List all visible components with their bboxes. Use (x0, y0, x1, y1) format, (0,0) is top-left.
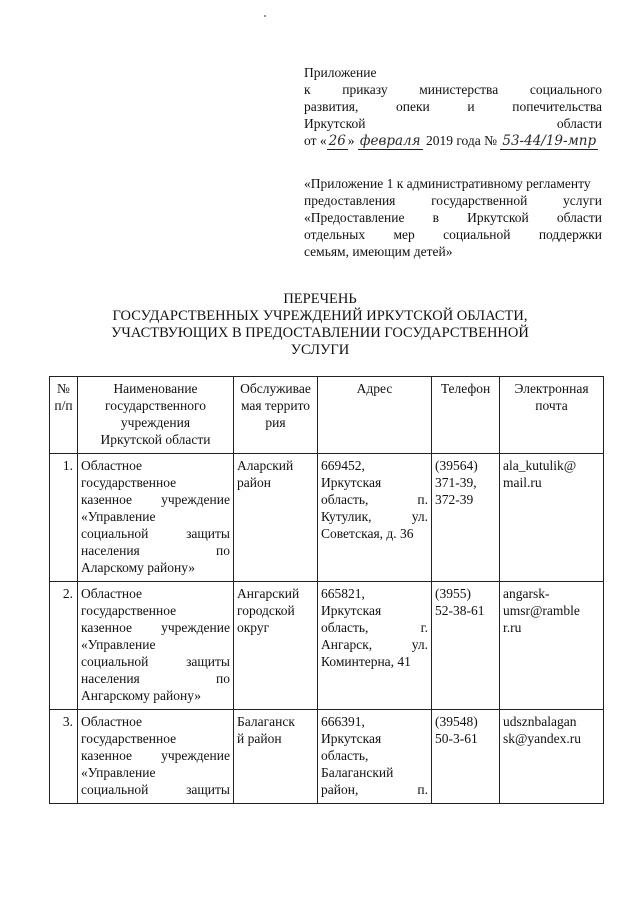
header-text: Адрес (356, 381, 393, 396)
header-text: государственного (105, 398, 206, 413)
cell-line: Областное (81, 458, 143, 473)
cell-line: Иркутская (321, 475, 382, 490)
cell-line: й район (237, 731, 282, 746)
appendix-line-4 (304, 115, 602, 132)
handwritten-order-number: 53-44/19-мпр (502, 133, 597, 149)
cell-line: казенное учреждение (81, 492, 230, 507)
document-title (110, 291, 530, 359)
cell-territory (234, 710, 318, 804)
cell-phone (432, 710, 500, 804)
cell-line: Ангарскому району» (81, 688, 202, 703)
cell-line: городской (237, 603, 295, 618)
word: Иркутской (467, 210, 529, 225)
appendix-1-header (304, 175, 602, 260)
header-text: мая террито (240, 398, 311, 413)
appendix-order-date (304, 132, 602, 150)
title-line: ПЕРЕЧЕНЬ (283, 291, 357, 307)
cell-line: Ангарск, ул. (321, 637, 428, 652)
table-header-row (50, 377, 604, 454)
cell-line: казенное учреждение (81, 620, 230, 635)
cell-line: umsr@ramble (503, 603, 580, 618)
word: мер (393, 227, 415, 242)
cell-line: область, п. (321, 492, 428, 507)
word: услуги (563, 193, 603, 208)
cell-line: Балаганский (321, 765, 394, 780)
word: к (304, 82, 311, 97)
cell-line: государственное (81, 475, 177, 490)
appendix-1-line-5 (304, 226, 602, 243)
cell-line: Коминтерна, 41 (321, 654, 411, 669)
date-year: 2019 года № (422, 133, 501, 148)
header-email (500, 377, 604, 454)
cell-line: государственное (81, 603, 177, 618)
appendix-header (304, 64, 602, 150)
cell-name (78, 582, 234, 710)
cell-line: r.ru (503, 620, 522, 635)
date-prefix: от « (304, 133, 327, 148)
cell-line: Аларский (237, 458, 294, 473)
header-num (50, 377, 78, 454)
cell-line: 665821, (321, 586, 365, 601)
cell-line: Иркутская (321, 603, 382, 618)
cell-line: казенное учреждение (81, 748, 230, 763)
cell-line: область, г. (321, 620, 428, 635)
header-phone (432, 377, 500, 454)
cell-line: (3955) (435, 586, 471, 601)
cell-line: 371-39, (435, 475, 477, 490)
cell-line: 669452, (321, 458, 365, 473)
word: предоставления (304, 193, 396, 208)
header-address (318, 377, 432, 454)
appendix-1-line-4 (304, 209, 602, 226)
word: социальной (443, 227, 511, 242)
cell-line: Кутулик, ул. (321, 509, 428, 524)
word: Иркутской (304, 116, 366, 131)
cell-line: 666391, (321, 714, 365, 729)
cell-name (78, 710, 234, 804)
cell-line: angarsk- (503, 586, 550, 601)
cell-line: округ (237, 620, 270, 635)
appendix-title: Приложение (304, 65, 377, 80)
cell-line: Иркутская (321, 731, 382, 746)
cell-name (78, 454, 234, 582)
cell-line: mail.ru (503, 475, 542, 490)
word: в (432, 210, 439, 225)
cell-email (500, 582, 604, 710)
word: области (556, 210, 602, 225)
word: министерства (419, 82, 499, 97)
handwritten-day: 26 (328, 133, 346, 149)
header-text: учреждения (120, 415, 191, 430)
appendix-1-title: «Приложение 1 (304, 176, 394, 191)
appendix-1-line-2: к административному регламенту (396, 176, 591, 191)
cell-line: udsznbalagan (503, 714, 577, 729)
cell-line: 52-38-61 (435, 603, 485, 618)
cell-territory (234, 454, 318, 582)
cell-phone (432, 582, 500, 710)
appendix-1-line-3 (304, 192, 602, 209)
word: социального (529, 82, 602, 97)
appendix-1-line-6: семьям, имеющим детей» (304, 244, 453, 259)
cell-line: Областное (81, 586, 143, 601)
cell-email (500, 454, 604, 582)
header-text: Наименование (113, 381, 198, 396)
cell-email (500, 710, 604, 804)
table-row (50, 710, 604, 804)
cell-line: «Управление (81, 765, 156, 780)
cell-line: (39564) (435, 458, 478, 473)
word: развития, (304, 99, 359, 114)
word: и (467, 99, 475, 114)
table-row (50, 582, 604, 710)
cell-line: Ангарский (237, 586, 300, 601)
header-territory (234, 377, 318, 454)
appendix-line-3 (304, 98, 602, 115)
cell-line: населения по (81, 671, 230, 686)
cell-line: Аларскому району» (81, 560, 196, 575)
word: области (556, 116, 602, 131)
title-line: ГОСУДАРСТВЕННЫХ УЧРЕЖДЕНИЙ ИРКУТСКОЙ ОБЛАСТИ, (112, 308, 528, 324)
cell-line: социальной защиты (81, 654, 230, 669)
cell-line: 50-3-61 (435, 731, 478, 746)
title-line: УЧАСТВУЮЩИХ В ПРЕДОСТАВЛЕНИИ ГОСУДАРСТВЕННОЙ (111, 325, 529, 341)
cell-line: населения по (81, 543, 230, 558)
scan-speck (264, 15, 266, 17)
cell-line: социальной защиты (81, 526, 230, 541)
header-text: Телефон (440, 381, 491, 396)
table-row (50, 454, 604, 582)
cell-line: «Управление (81, 509, 156, 524)
cell-line: Балаганск (237, 714, 295, 729)
cell-num: 2. (50, 582, 78, 710)
cell-line: район, п. (321, 782, 428, 797)
cell-line: социальной защиты (81, 782, 230, 797)
header-text: Иркутской области (100, 432, 211, 447)
header-text: почта (535, 398, 568, 413)
institutions-table (49, 376, 604, 804)
cell-line: район (237, 475, 271, 490)
cell-line: 372-39 (435, 492, 474, 507)
appendix-line-2 (304, 81, 602, 98)
cell-line: sk@yandex.ru (503, 731, 582, 746)
word: опеки (396, 99, 430, 114)
cell-address (318, 710, 432, 804)
cell-num: 3. (50, 710, 78, 804)
header-text: рия (265, 415, 286, 430)
cell-address (318, 454, 432, 582)
cell-territory (234, 582, 318, 710)
cell-phone (432, 454, 500, 582)
title-line: УСЛУГИ (290, 342, 350, 358)
cell-line: (39548) (435, 714, 478, 729)
cell-line: «Управление (81, 637, 156, 652)
handwritten-month: февраля (359, 133, 421, 149)
word: попечительства (512, 99, 603, 114)
word: «Предоставление (304, 210, 405, 225)
header-text: № (57, 381, 70, 396)
word: отдельных (304, 227, 366, 242)
cell-address (318, 582, 432, 710)
header-text: Обслуживае (240, 381, 311, 396)
cell-line: ala_kutulik@ (503, 458, 577, 473)
cell-line: Областное (81, 714, 143, 729)
word: государственной (431, 193, 528, 208)
word: приказу (342, 82, 388, 97)
date-mid: » (347, 133, 358, 148)
word: поддержки (538, 227, 603, 242)
cell-line: область, (321, 748, 369, 763)
header-text: Электронная (514, 381, 589, 396)
cell-line: Советская, д. 36 (321, 526, 414, 541)
cell-num: 1. (50, 454, 78, 582)
cell-line: государственное (81, 731, 177, 746)
header-name (78, 377, 234, 454)
header-text: п/п (54, 398, 73, 413)
